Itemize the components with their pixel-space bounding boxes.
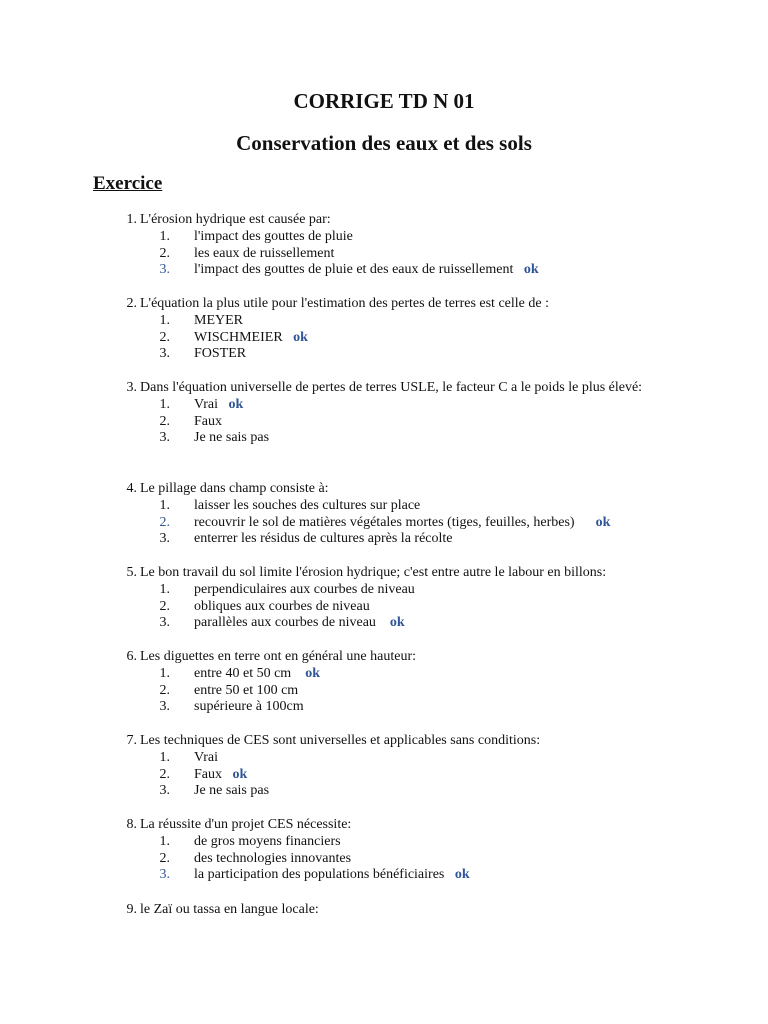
option-item [115,262,675,279]
option-number: 3. [159,346,170,362]
option-number: 1. [159,665,170,681]
option-number: 2. [159,514,170,530]
option-number: 3. [159,531,170,547]
option-item [115,414,675,431]
option-number: 2. [159,329,170,345]
question-3 [115,380,675,447]
question-8 [115,817,675,884]
option-item [115,666,675,683]
question-number: 5. [126,565,137,580]
option-item [115,599,675,616]
option-text: WISCHMEIER ok [194,329,308,345]
option-number: 3. [159,615,170,631]
option-item [115,430,675,447]
option-text: perpendiculaires aux courbes de niveau [194,581,415,597]
option-list [115,313,675,363]
option-number: 3. [159,783,170,799]
question-7 [115,733,675,800]
option-text: la participation des populations bénéficiaires ok [194,867,470,883]
option-number: 1. [159,497,170,513]
correct-answer-mark: ok [293,329,308,345]
option-item [115,397,675,414]
page-title: CORRIGE TD N 01 [293,89,475,113]
question-9 [115,902,675,919]
option-text: Je ne sais pas [194,430,270,446]
option-item [115,683,675,700]
question-text: le Zaï ou tassa en langue locale: [140,902,319,917]
option-text: Vrai ok [194,396,244,412]
question-number: 1. [126,212,137,227]
option-number: 2. [159,766,170,782]
option-number: 2. [159,413,170,429]
option-number: 3. [159,430,170,446]
option-item [115,515,675,532]
option-text: supérieure à 100cm [194,699,304,715]
option-text: recouvrir le sol de matières végétales mortes (tiges, feuilles, herbes) ok [194,514,611,530]
option-list [115,397,675,447]
question-number: 8. [126,817,137,832]
option-list [115,582,675,632]
option-number: 1. [159,228,170,244]
option-text: MEYER [194,312,243,328]
option-number: 1. [159,312,170,328]
option-list [115,498,675,548]
page-subtitle: Conservation des eaux et des sols [236,131,532,155]
option-number: 2. [159,598,170,614]
question-text: Dans l'équation universelle de pertes de terres USLE, le facteur C a le poids le plus élevé: [140,380,643,395]
option-list [115,229,675,279]
question-1 [115,212,675,279]
option-item [115,834,675,851]
option-item [115,246,675,263]
option-text: parallèles aux courbes de niveau ok [194,615,405,631]
option-number: 2. [159,682,170,698]
option-text: Je ne sais pas [194,783,270,799]
option-number: 1. [159,396,170,412]
question-5 [115,565,675,632]
option-number: 3. [159,262,170,278]
option-list [115,750,675,800]
question-text: Les techniques de CES sont universelles et applicables sans conditions: [140,733,541,748]
option-item [115,615,675,632]
question-text: L'érosion hydrique est causée par: [140,212,331,227]
section-heading: Exercice [93,173,163,194]
correct-answer-mark: ok [389,615,405,631]
question-text: Le bon travail du sol limite l'érosion hydrique; c'est entre autre le labour en billons: [140,565,607,580]
question-2 [115,296,675,363]
question-number: 4. [126,481,137,496]
correct-answer-mark: ok [454,867,470,883]
option-text: laisser les souches des cultures sur place [194,497,421,513]
option-text: l'impact des gouttes de pluie [194,228,353,244]
option-list [115,666,675,716]
option-text: FOSTER [194,346,247,362]
correct-answer-mark: ok [305,665,320,681]
option-number: 3. [159,867,170,883]
question-6 [115,649,675,716]
question-number: 7. [126,733,137,748]
correct-answer-mark: ok [228,396,244,412]
option-item [115,750,675,767]
correct-answer-mark: ok [232,766,248,782]
option-item [115,767,675,784]
question-number: 2. [126,296,137,311]
option-item [115,531,675,548]
option-item [115,229,675,246]
option-text: Vrai [194,749,219,765]
option-item [115,699,675,716]
option-item [115,313,675,330]
question-text: La réussite d'un projet CES nécessite: [140,817,352,832]
option-text: obliques aux courbes de niveau [194,598,370,614]
option-number: 2. [159,850,170,866]
question-text: Le pillage dans champ consiste à: [140,481,329,496]
option-item [115,851,675,868]
question-text: L'équation la plus utile pour l'estimation des pertes de terres est celle de : [140,296,549,311]
option-item [115,330,675,347]
option-item [115,582,675,599]
option-item [115,498,675,515]
option-item [115,346,675,363]
option-text: l'impact des gouttes de pluie et des eaux de ruissellement ok [194,262,539,278]
option-number: 2. [159,245,170,261]
option-text: Faux [194,413,222,429]
option-text: enterrer les résidus de cultures après la récolte [194,531,453,547]
question-number: 6. [126,649,137,664]
correct-answer-mark: ok [523,262,539,278]
option-text: entre 40 et 50 cm ok [194,665,320,681]
option-text: des technologies innovantes [194,850,352,866]
option-text: les eaux de ruissellement [194,245,335,261]
option-number: 3. [159,699,170,715]
option-text: Faux ok [194,766,248,782]
option-number: 1. [159,833,170,849]
question-4 [115,481,675,548]
question-text: Les diguettes en terre ont en général une hauteur: [140,649,416,664]
correct-answer-mark: ok [595,514,611,530]
option-number: 1. [159,749,170,765]
option-text: de gros moyens financiers [194,833,341,849]
question-number: 3. [126,380,137,395]
option-text: entre 50 et 100 cm [194,682,299,698]
option-list [115,834,675,884]
option-item [115,867,675,884]
option-item [115,783,675,800]
option-number: 1. [159,581,170,597]
question-number: 9. [126,902,137,917]
